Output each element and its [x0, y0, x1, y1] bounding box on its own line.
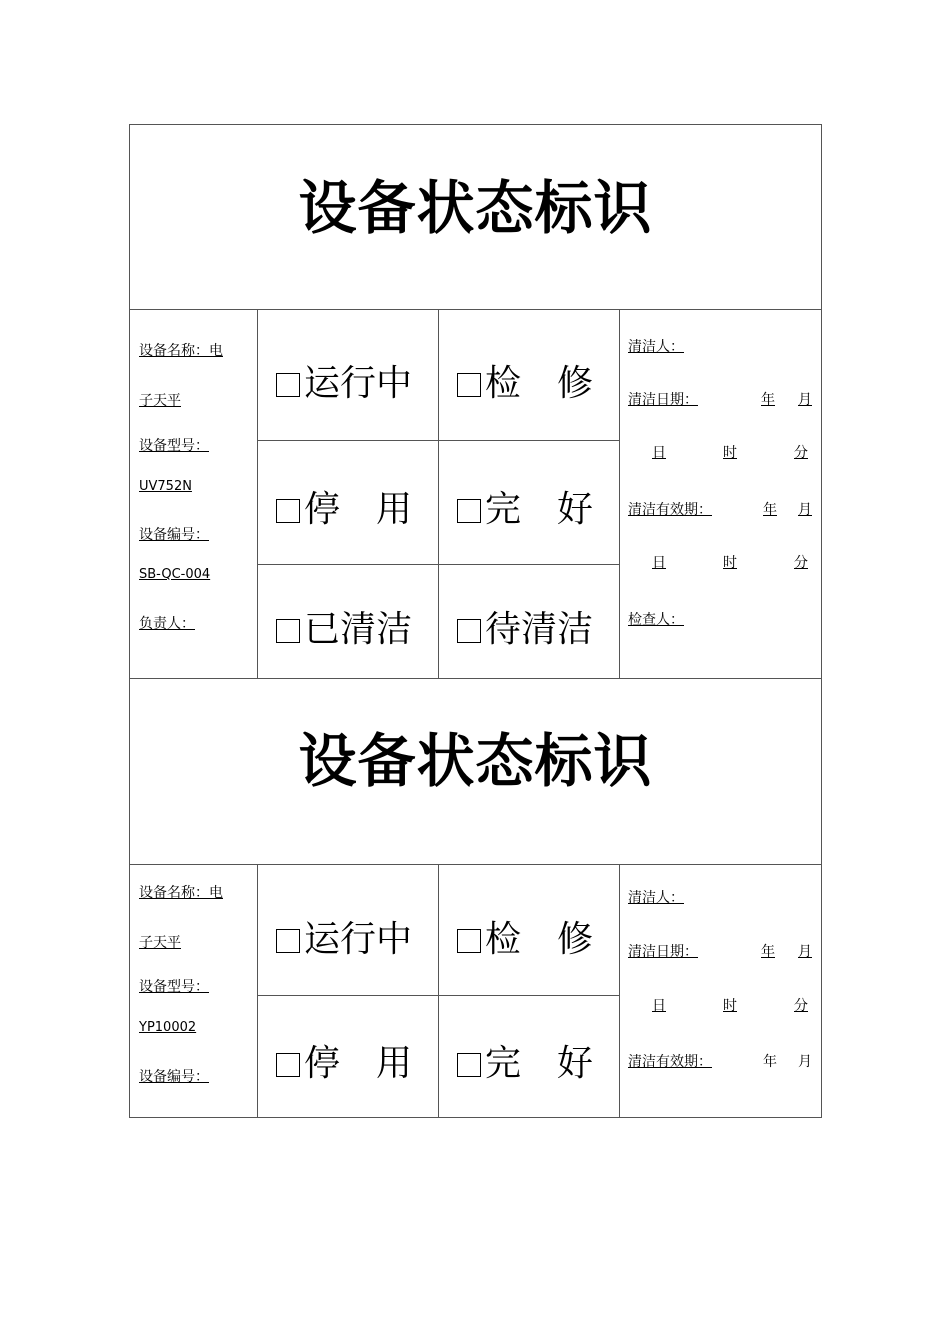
valid-until-line [628, 1051, 812, 1071]
checkbox-icon[interactable] [276, 1053, 300, 1077]
status-to-be-cleaned[interactable] [457, 601, 593, 652]
valid-until-label: 清洁有效期： [628, 1054, 712, 1070]
cleaner-label: 清洁人： [628, 890, 684, 906]
device-model-value: YP10002 [139, 1020, 197, 1035]
status-cleaned[interactable] [276, 601, 412, 652]
checkbox-icon[interactable] [457, 499, 481, 523]
clean-date-label: 清洁日期： [628, 944, 698, 960]
device-name-value: 子天平 [139, 393, 181, 409]
year-label: 年 [763, 1054, 777, 1070]
minute-label: 分 [794, 555, 808, 571]
status-maintenance[interactable] [457, 355, 607, 406]
status-running-label: 运行中 [304, 363, 413, 404]
clean-date-line-2 [628, 995, 808, 1015]
status-maintenance-label: 检 修 [485, 919, 594, 960]
status-good[interactable] [457, 481, 593, 532]
month-label: 月 [798, 502, 812, 518]
day-label: 日 [652, 445, 666, 461]
hour-label: 时 [723, 998, 737, 1014]
hour-label: 时 [723, 555, 737, 571]
status-maintenance-label: 检 修 [485, 363, 594, 404]
clean-date-line-2 [628, 442, 808, 462]
status-running[interactable] [276, 355, 412, 406]
responsible-person-label: 负责人： [139, 616, 195, 632]
checkbox-icon[interactable] [276, 929, 300, 953]
status-running-label: 运行中 [304, 919, 413, 960]
status-disabled[interactable] [276, 1035, 412, 1086]
status-cleaned-label: 已清洁 [304, 609, 413, 650]
minute-label: 分 [794, 445, 808, 461]
checkbox-icon[interactable] [276, 373, 300, 397]
year-label: 年 [761, 944, 775, 960]
status-maintenance[interactable] [457, 911, 593, 962]
inspector-label: 检查人： [628, 612, 684, 628]
sign-2-title-cell [129, 678, 822, 865]
minute-label: 分 [794, 998, 808, 1014]
year-label: 年 [763, 502, 777, 518]
checkbox-icon[interactable] [457, 929, 481, 953]
status-good-label: 完 好 [485, 489, 594, 530]
sign-1-table [129, 309, 822, 679]
device-number-label: 设备编号： [139, 527, 209, 543]
valid-until-line [628, 499, 812, 519]
sign-2-title: 设备状态标识 [298, 727, 653, 795]
checkbox-icon[interactable] [457, 373, 481, 397]
device-model-label: 设备型号： [139, 438, 209, 454]
clean-date-line [628, 941, 812, 961]
cleaner-label: 清洁人： [628, 339, 684, 355]
checkbox-icon[interactable] [276, 619, 300, 643]
day-label: 日 [652, 998, 666, 1014]
checkbox-icon[interactable] [457, 619, 481, 643]
month-label: 月 [798, 944, 812, 960]
device-number-value: SB-QC-004 [139, 567, 211, 582]
device-name-value: 子天平 [139, 935, 181, 951]
hour-label: 时 [723, 445, 737, 461]
device-number-label: 设备编号： [139, 1069, 209, 1085]
valid-until-line-2 [628, 552, 808, 572]
clean-date-line [628, 389, 812, 409]
clean-date-label: 清洁日期： [628, 392, 698, 408]
month-label: 月 [798, 392, 812, 408]
sign-1-title: 设备状态标识 [298, 174, 653, 242]
day-label: 日 [652, 555, 666, 571]
status-good-label: 完 好 [485, 1043, 594, 1084]
device-name-label: 设备名称：电 [139, 343, 223, 359]
device-model-value: UV752N [139, 479, 192, 494]
status-good[interactable] [457, 1035, 593, 1086]
status-running[interactable] [276, 911, 412, 962]
month-label: 月 [798, 1054, 812, 1070]
status-disabled-label: 停 用 [304, 489, 413, 530]
status-disabled-label: 停 用 [304, 1043, 413, 1084]
checkbox-icon[interactable] [457, 1053, 481, 1077]
device-name-label: 设备名称：电 [139, 885, 223, 901]
sign-2-table [129, 864, 822, 1118]
status-disabled[interactable] [276, 481, 412, 532]
checkbox-icon[interactable] [276, 499, 300, 523]
year-label: 年 [761, 392, 775, 408]
status-to-be-cleaned-label: 待清洁 [485, 609, 594, 650]
sign-1-title-cell [129, 124, 822, 310]
device-model-label: 设备型号： [139, 979, 209, 995]
valid-until-label: 清洁有效期： [628, 502, 712, 518]
